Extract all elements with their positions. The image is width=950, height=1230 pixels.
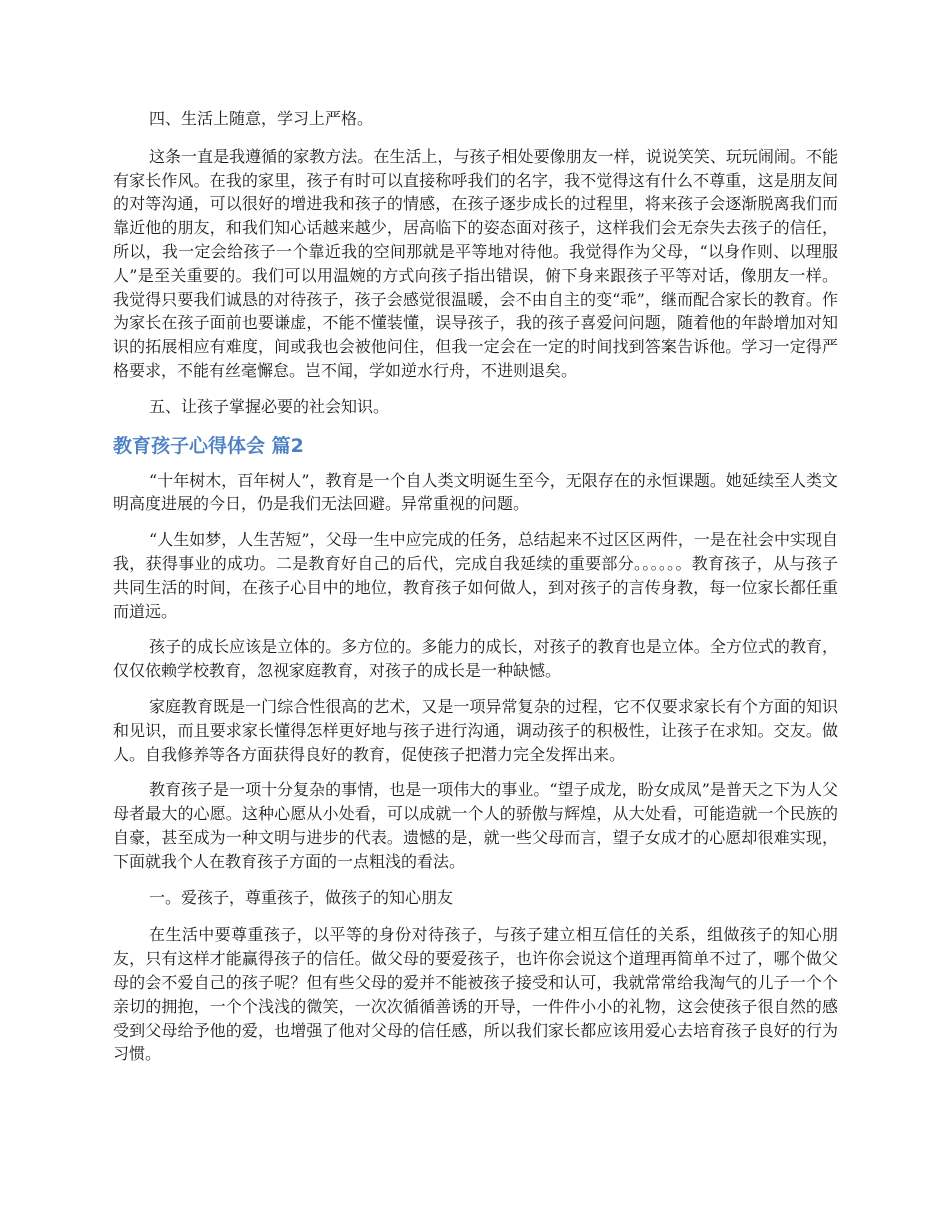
paragraph-family-education-art: 家庭教育既是一门综合性很高的艺术，又是一项异常复杂的过程，它不仅要求家长有个方面的知识和见识，而且要求家长懂得怎样更好地与孩子进行沟通，调动孩子的积极性，让孩子在求知。交友。做人。自我修养等各方面获得良好的教育，促使孩子把潜力完全发挥出来。 — [113, 696, 838, 764]
document-page — [113, 107, 838, 1078]
paragraph-family-education-method: 这条一直是我遵循的家教方法。在生活上，与孩子相处要像朋友一样，说说笑笑、玩玩闹闹。不能有家长作风。在我的家里，孩子有时可以直接称呼我们的名字，我不觉得这有什么不尊重，这是朋友间的对等沟通，可以很好的增进我和孩子的情感，在孩子逐步成长的过程里，将来孩子会逐渐脱离我们而靠近他的朋友，和我们知心话越来越少，居高临下的姿态面对孩子，这样我们会无奈失去孩子的信任，所以，我一定会给孩子一个靠近我的空间那就是平等地对待他。我觉得作为父母，“以身作则、以理服人”是至关重要的。我们可以用温婉的方式向孩子指出错误，俯下身来跟孩子平等对话，像朋友一样。我觉得只要我们诚恳的对待孩子，孩子会感觉很温暖，会不由自主的变“乖”，继而配合家长的教育。作为家长在孩子面前也要谦虚，不能不懂装懂，误导孩子，我的孩子喜爱问问题，随着他的年龄增加对知识的拓展相应有难度，间或我也会被他问住，但我一定会在一定的时间找到答案告诉他。学习一定得严格要求，不能有丝毫懈怠。岂不闻，学如逆水行舟，不进则退矣。 — [113, 146, 838, 380]
section-title: 教育孩子心得体会 篇2 — [113, 434, 304, 457]
paragraph-education-topic: “十年树木，百年树人”，教育是一个自人类文明诞生至今，无限存在的永恒课题。她延续至人类文明高度进展的今日，仍是我们无法回避。异常重视的问题。 — [113, 470, 838, 514]
heading-item-five: 五、让孩子掌握必要的社会知识。 — [149, 396, 390, 416]
heading-item-four: 四、生活上随意，学习上严格。 — [149, 109, 374, 128]
paragraph-respect-children: 在生活中要尊重孩子，以平等的身份对待孩子，与孩子建立相互信任的关系，组做孩子的知心朋友，只有这样才能赢得孩子的信任。做父母的要爱孩子，也许你会说这个道理再简单不过了，哪个做父母的会不爱自己的孩子呢？但有些父母的爱并不能被孩子接受和认可，我就常常给我淘气的儿子一个个亲切的拥抱，一个个浅浅的微笑，一次次循循善诱的开导，一件件小小的礼物，这会使孩子很自然的感受到父母给予他的爱，也增强了他对父母的信任感，所以我们家长都应该用爱心去培育孩子良好的行为习惯。 — [113, 925, 838, 1064]
paragraph-growth-dimensions: 孩子的成长应该是立体的。多方位的。多能力的成长，对孩子的教育也是立体。全方位式的教育，仅仅依赖学校教育，忽视家庭教育，对孩子的成长是一种缺憾。 — [113, 637, 838, 681]
paragraph-life-tasks: “人生如梦，人生苦短”，父母一生中应完成的任务，总结起来不过区区两件，一是在社会中实现自我，获得事业的成功。二是教育好自己的后代，完成自我延续的重要部分。。。。。。教育孩子，从与孩子共同生活的时间，在孩子心目中的地位，教育孩子如何做人，到对孩子的言传身教，每一位家长都任重而道远。 — [113, 530, 838, 621]
paragraph-parents-wish: 教育孩子是一项十分复杂的事情，也是一项伟大的事业。“望子成龙，盼女成凤”是普天之下为人父母者最大的心愿。这种心愿从小处看，可以成就一个人的骄傲与辉煌，从大处看，可能造就一个民族的自豪，甚至成为一种文明与进步的代表。遗憾的是，就一些父母而言，望子女成才的心愿却很难实现，下面就我个人在教育孩子方面的一点粗浅的看法。 — [113, 780, 838, 871]
heading-love-respect: 一。爱孩子，尊重孩子，做孩子的知心朋友 — [149, 887, 454, 907]
